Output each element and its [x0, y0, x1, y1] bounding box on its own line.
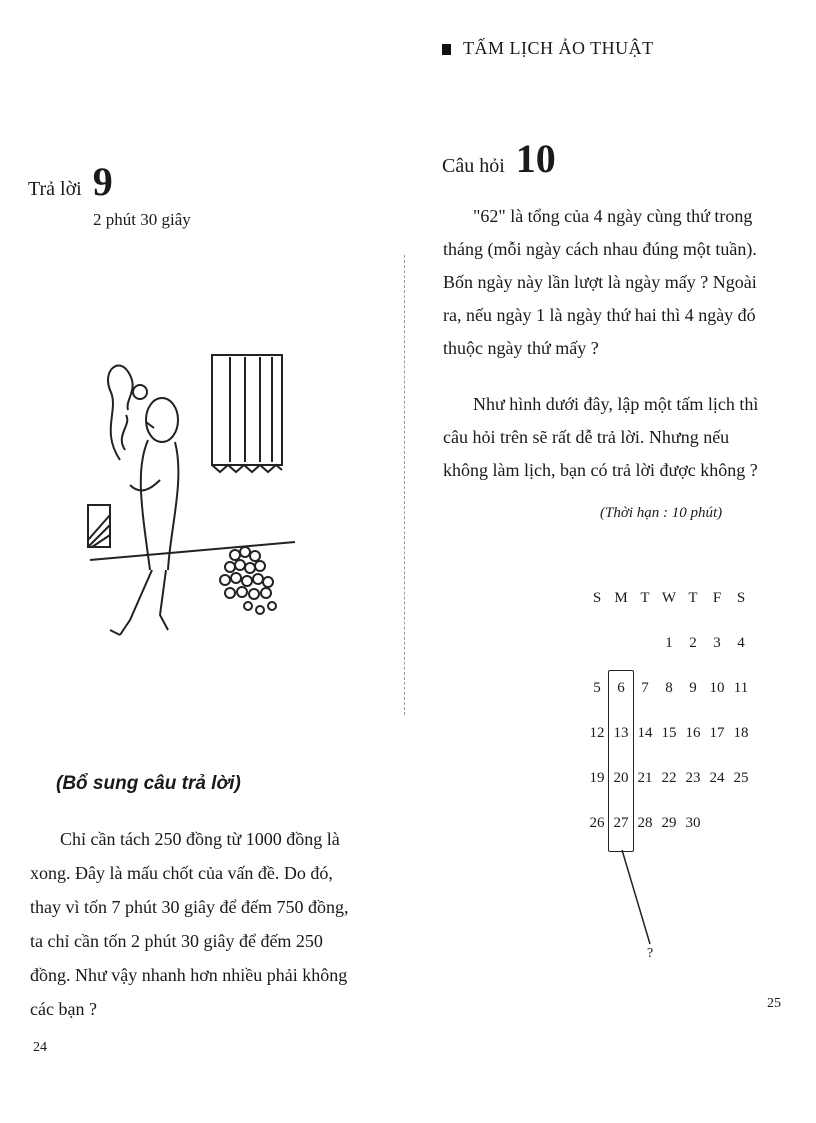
calendar-day: 7	[641, 680, 649, 696]
calendar-day: 22	[661, 770, 677, 786]
answer-number: 9	[92, 159, 113, 204]
calendar-day: 10	[709, 680, 725, 696]
calendar-weekday: S	[592, 590, 602, 606]
calendar-day: 24	[709, 770, 725, 786]
square-bullet-icon	[442, 44, 451, 55]
calendar-weekday: F	[712, 590, 722, 606]
calendar-day: 19	[589, 770, 605, 786]
calendar-day: 28	[637, 815, 653, 831]
calendar-day: 26	[589, 815, 605, 831]
time-limit: (Thời hạn : 10 phút)	[600, 505, 723, 521]
calendar-weekday: T	[640, 590, 650, 606]
calendar-day: 3	[713, 635, 721, 651]
calendar-day: 13	[613, 725, 629, 741]
calendar-day: 27	[613, 815, 629, 831]
calendar-weekday: M	[614, 590, 628, 606]
calendar-day: 16	[685, 725, 701, 741]
calendar-weekday: T	[688, 590, 698, 606]
calendar-day: 21	[637, 770, 653, 786]
calendar-day: 23	[685, 770, 701, 786]
question-paragraph-1: "62" là tổng của 4 ngày cùng thứ trong tháng (mỗi ngày cách nhau đúng một tuần). Bốn ngày này lần lượt là ngày mấy ? Ngoài ra, nếu ngày 1 là ngày thứ hai thì 4 ngày đó thuộc ngày thứ mấy ?	[443, 206, 757, 358]
calendar-day: 20	[613, 770, 629, 786]
calendar-day: 8	[665, 680, 673, 696]
calendar-day: 2	[689, 635, 697, 651]
calendar-day: 17	[709, 725, 725, 741]
calendar-day: 25	[733, 770, 749, 786]
calendar-day: 9	[689, 680, 697, 696]
answer-heading	[28, 158, 113, 205]
supplement-title: (Bổ sung câu trả lời)	[56, 773, 241, 794]
calendar-day: 6	[617, 680, 625, 696]
man-smoking-cartoon-icon	[80, 330, 310, 650]
calendar-day: 1	[665, 635, 673, 651]
calendar-day: 30	[685, 815, 701, 831]
calendar-day: 5	[593, 680, 601, 696]
answer-text: 2 phút 30 giây	[93, 210, 191, 229]
calendar-day: 29	[661, 815, 677, 831]
page-fold	[404, 255, 405, 715]
calendar-weekday: S	[736, 590, 746, 606]
pointer-line	[620, 848, 660, 948]
supplement-body: Chỉ cần tách 250 đồng từ 1000 đồng là xong. Đây là mấu chốt của vấn đề. Do đó, thay vì tốn 7 phút 30 giây để đếm 750 đồng, ta chỉ cần tốn 2 phút 30 giây để đếm 250 đồng. Như vậy nhanh hơn nhiều phải không các bạn ?	[30, 829, 349, 1019]
question-paragraph-2: Như hình dưới đây, lập một tấm lịch thì câu hỏi trên sẽ rất dễ trả lời. Nhưng nếu không làm lịch, bạn có trả lời được không ?	[443, 394, 759, 480]
chapter-title: TẤM LỊCH ẢO THUẬT	[463, 38, 654, 58]
chapter-header	[442, 38, 654, 59]
calendar-day: 4	[737, 635, 745, 651]
calendar-weekday: W	[661, 590, 677, 606]
question-label: Câu hỏi	[442, 155, 505, 177]
answer-label: Trả lời	[28, 178, 82, 200]
question-heading	[442, 135, 556, 182]
calendar-day: 14	[637, 725, 653, 741]
calendar-day: 18	[733, 725, 749, 741]
calendar-day: 11	[733, 680, 749, 696]
page-number-right: 25	[767, 996, 781, 1011]
calendar-day: 15	[661, 725, 677, 741]
calendar-day: 12	[589, 725, 605, 741]
question-number: 10	[515, 136, 556, 181]
calendar-question-mark: ?	[647, 946, 654, 961]
page-number-left: 24	[33, 1040, 47, 1055]
